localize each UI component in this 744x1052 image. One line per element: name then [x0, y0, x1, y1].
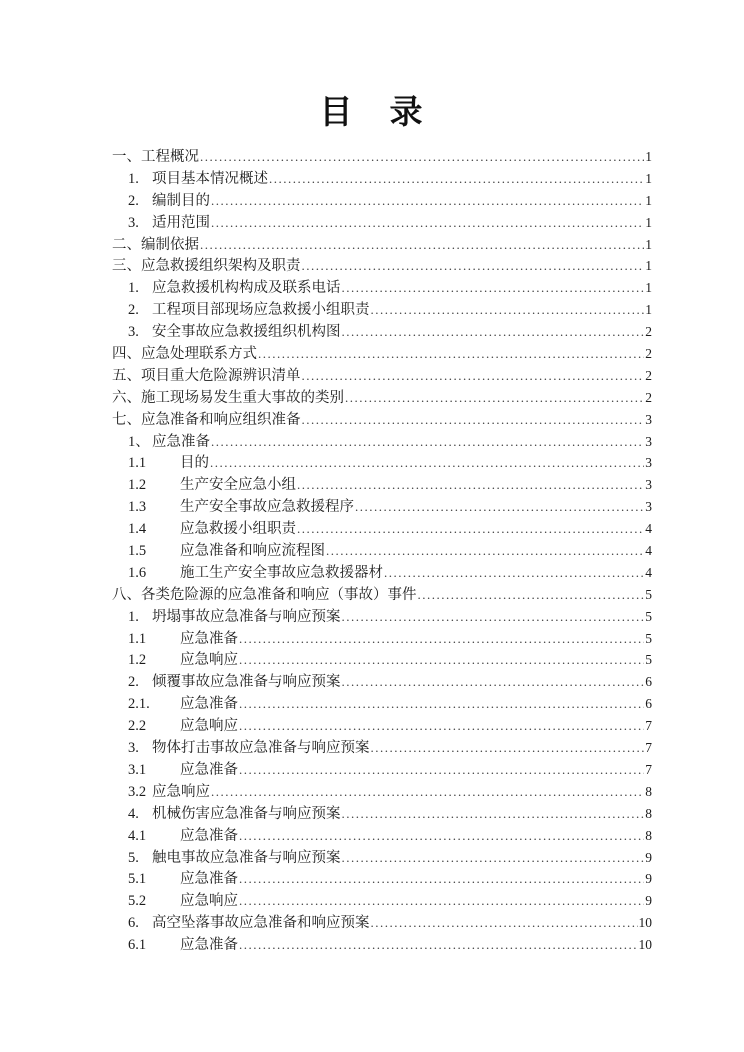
- toc-entry-number: 6.1: [128, 937, 147, 954]
- toc-entry[interactable]: [112, 628, 652, 650]
- toc-entry[interactable]: [112, 343, 652, 365]
- toc-entry-page: 7: [645, 740, 652, 756]
- dot-leader: [200, 234, 644, 257]
- toc-entry-label: 项目基本情况概述: [152, 170, 268, 187]
- dot-leader: [239, 825, 644, 848]
- toc-entry-page: 3: [645, 499, 652, 515]
- toc-entry-page: 2: [645, 367, 652, 383]
- dot-leader: [342, 321, 645, 344]
- toc-entry-label: 应急响应: [180, 652, 238, 669]
- dot-leader: [342, 803, 645, 826]
- toc-entry-page: 4: [645, 521, 652, 537]
- dot-leader: [342, 671, 645, 694]
- toc-entry-label: 机械伤害应急准备与响应预案: [152, 805, 341, 822]
- dot-leader: [211, 781, 644, 804]
- toc-entry-page: 5: [645, 630, 652, 646]
- toc-entry-page: 6: [645, 696, 652, 712]
- toc-entry-number: 3.: [128, 740, 139, 757]
- toc-entry-label: 安全事故应急救援组织机构图: [152, 324, 341, 341]
- toc-entry-number: 一、: [112, 149, 141, 165]
- dot-leader: [210, 452, 644, 475]
- toc-entry-page: 1: [645, 149, 652, 164]
- toc-entry-page: 9: [645, 893, 652, 909]
- toc-entry-label: 各类危险源的应急准备和响应（事故）事件: [141, 586, 417, 603]
- toc-entry-label: 应急救援组织架构及职责: [141, 258, 301, 275]
- toc-entry-page: 5: [645, 608, 652, 624]
- dot-leader: [302, 365, 645, 388]
- toc-entry-page: 3: [645, 411, 652, 427]
- dot-leader: [200, 146, 644, 169]
- toc-entry-label: 应急救援机构构成及联系电话: [152, 280, 341, 297]
- toc-entry-label: 倾覆事故应急准备与响应预案: [152, 674, 341, 691]
- toc-entry[interactable]: [112, 825, 652, 847]
- toc-entry[interactable]: [112, 190, 652, 212]
- toc-entry-number: 七、: [112, 411, 141, 428]
- dot-leader: [239, 868, 644, 891]
- toc-entry-label: 高空坠落事故应急准备和响应预案: [152, 915, 370, 932]
- toc-entry-label: 工程项目部现场应急救援小组职责: [152, 302, 370, 319]
- toc-entry-number: 1.1: [128, 455, 147, 472]
- toc-entry-page: 3: [645, 433, 652, 449]
- toc-entry-page: 1: [645, 280, 652, 296]
- toc-entry-label: 应急准备和响应组织准备: [141, 411, 301, 428]
- toc-entry-label: 施工生产安全事故应急救援器材: [180, 564, 383, 581]
- dot-leader: [418, 584, 645, 607]
- dot-leader: [239, 693, 644, 716]
- dot-leader: [297, 518, 644, 541]
- toc-entry-page: 2: [645, 324, 652, 340]
- toc-entry-page: 1: [645, 302, 652, 318]
- toc-entry-label: 应急准备: [180, 937, 238, 954]
- toc-entry-number: 四、: [112, 346, 141, 363]
- toc-entry[interactable]: [112, 474, 652, 496]
- toc-entry[interactable]: [112, 759, 652, 781]
- toc-entry[interactable]: [112, 912, 652, 934]
- toc-entry-number: 1.2: [128, 652, 147, 669]
- toc-entry-label: 适用范围: [152, 214, 210, 231]
- toc-entry-label: 项目重大危险源辨识清单: [141, 367, 301, 384]
- toc-entry-number: 六、: [112, 389, 141, 406]
- title-block: [0, 0, 744, 134]
- toc-entry-page: 6: [645, 674, 652, 690]
- toc-entry-number: 1.2: [128, 477, 147, 494]
- toc-entry-number: 1.6: [128, 564, 147, 581]
- toc-entry-page: 7: [645, 718, 652, 734]
- dot-leader: [326, 540, 644, 563]
- toc-entry[interactable]: [112, 847, 652, 869]
- toc-entry-label: 目的: [180, 455, 209, 472]
- toc-entry-number: 3.: [128, 324, 139, 341]
- toc-entry[interactable]: [112, 606, 652, 628]
- toc-entry[interactable]: [112, 671, 652, 693]
- toc-entry-label: 生产安全应急小组: [180, 477, 296, 494]
- dot-leader: [371, 299, 645, 322]
- toc-entry-number: 1.: [128, 608, 139, 625]
- toc-entry-page: 7: [645, 761, 652, 777]
- toc-entry-number: 2.2: [128, 718, 147, 735]
- dot-leader: [239, 759, 644, 782]
- toc-entry-label: 物体打击事故应急准备与响应预案: [152, 740, 370, 757]
- toc-entry-label: 坍塌事故应急准备与响应预案: [152, 608, 341, 625]
- toc-entry-label: 施工现场易发生重大事故的类别: [141, 389, 344, 406]
- toc-entry[interactable]: [112, 693, 652, 715]
- toc-entry-label: 工程概况: [141, 149, 199, 165]
- toc-entry[interactable]: [112, 365, 652, 387]
- toc-entry[interactable]: [112, 387, 652, 409]
- dot-leader: [211, 431, 644, 454]
- toc-entry[interactable]: [112, 255, 652, 277]
- toc-entry-page: 8: [645, 827, 652, 843]
- toc-entry-page: 8: [645, 783, 652, 799]
- toc-entry-label: 应急响应: [152, 783, 210, 800]
- toc-entry-page: 10: [638, 937, 652, 953]
- dot-leader: [342, 277, 645, 300]
- toc-entry-number: 二、: [112, 236, 141, 253]
- toc-entry[interactable]: [112, 431, 652, 453]
- dot-leader: [342, 606, 645, 629]
- toc-entry-label: 应急响应: [180, 718, 238, 735]
- toc-entry[interactable]: [112, 212, 652, 234]
- dot-leader: [345, 387, 644, 410]
- toc-entry[interactable]: [112, 890, 652, 912]
- dot-leader: [269, 168, 644, 191]
- toc-entry-number: 1、: [128, 433, 150, 450]
- toc-entry[interactable]: [112, 737, 652, 759]
- toc-entry[interactable]: [112, 715, 652, 737]
- toc-entry-page: 3: [645, 455, 652, 471]
- dot-leader: [302, 255, 645, 278]
- toc-entry-number: 6.: [128, 915, 139, 932]
- toc-entry-number: 5.: [128, 849, 139, 866]
- toc-entry[interactable]: [112, 540, 652, 562]
- dot-leader: [384, 562, 644, 585]
- toc-list: [0, 146, 744, 956]
- toc-entry[interactable]: [112, 321, 652, 343]
- toc-entry[interactable]: [112, 277, 652, 299]
- toc-entry-page: 5: [645, 652, 652, 668]
- toc-entry-page: 1: [645, 214, 652, 230]
- toc-entry-number: 五、: [112, 367, 141, 384]
- toc-entry-label: 应急处理联系方式: [141, 346, 257, 363]
- dot-leader: [239, 934, 638, 957]
- toc-entry[interactable]: [112, 496, 652, 518]
- toc-entry-page: 3: [645, 477, 652, 493]
- toc-entry[interactable]: [112, 781, 652, 803]
- toc-entry-page: 4: [645, 543, 652, 559]
- toc-entry-number: 4.1: [128, 827, 147, 844]
- toc-entry-number: 3.1: [128, 761, 147, 778]
- toc-entry-page: 5: [645, 586, 652, 602]
- toc-entry[interactable]: [112, 234, 652, 256]
- toc-entry-label: 应急准备: [152, 433, 210, 450]
- toc-entry-number: 2.: [128, 192, 139, 209]
- toc-entry[interactable]: [112, 146, 652, 168]
- toc-entry-page: 1: [645, 192, 652, 208]
- dot-leader: [239, 649, 644, 672]
- toc-entry-label: 应急准备: [180, 871, 238, 888]
- toc-entry-number: 3.2: [128, 783, 147, 800]
- dot-leader: [297, 474, 644, 497]
- toc-entry[interactable]: [112, 868, 652, 890]
- toc-entry-page: 1: [645, 236, 652, 252]
- toc-entry-number: 4.: [128, 805, 139, 822]
- toc-entry-number: 2.1.: [128, 696, 150, 713]
- toc-title: 目 录: [319, 95, 425, 131]
- toc-entry-label: 触电事故应急准备与响应预案: [152, 849, 341, 866]
- toc-entry-label: 应急准备: [180, 761, 238, 778]
- toc-entry-number: 1.: [128, 170, 139, 187]
- dot-leader: [371, 912, 638, 935]
- toc-entry-page: 1: [645, 170, 652, 186]
- toc-entry-label: 应急救援小组职责: [180, 521, 296, 538]
- toc-entry-number: 八、: [112, 586, 141, 603]
- toc-entry-page: 10: [638, 915, 652, 931]
- dot-leader: [239, 628, 644, 651]
- toc-entry[interactable]: [112, 803, 652, 825]
- toc-entry-number: 1.3: [128, 499, 147, 516]
- dot-leader: [342, 847, 645, 870]
- toc-entry-number: 3.: [128, 214, 139, 231]
- toc-entry-number: 5.1: [128, 871, 147, 888]
- toc-entry-number: 三、: [112, 258, 141, 275]
- toc-entry-label: 应急准备: [180, 827, 238, 844]
- toc-entry-label: 应急响应: [180, 893, 238, 910]
- toc-entry-page: 2: [645, 346, 652, 362]
- toc-entry-label: 应急准备: [180, 696, 238, 713]
- toc-entry-label: 生产安全事故应急救援程序: [180, 499, 354, 516]
- toc-entry-number: 2.: [128, 302, 139, 319]
- dot-leader: [371, 737, 645, 760]
- toc-entry-number: 2.: [128, 674, 139, 691]
- dot-leader: [258, 343, 644, 366]
- toc-entry[interactable]: [112, 518, 652, 540]
- toc-entry-page: 8: [645, 805, 652, 821]
- toc-entry-number: 1.5: [128, 543, 147, 560]
- dot-leader: [355, 496, 644, 519]
- toc-entry[interactable]: [112, 649, 652, 671]
- toc-entry-label: 编制目的: [152, 192, 210, 209]
- toc-entry-number: 1.4: [128, 521, 147, 538]
- toc-entry-page: 1: [645, 258, 652, 274]
- toc-entry[interactable]: [112, 584, 652, 606]
- toc-entry-number: 1.: [128, 280, 139, 297]
- toc-entry-page: 2: [645, 389, 652, 405]
- toc-entry-page: 9: [645, 849, 652, 865]
- dot-leader: [211, 190, 644, 213]
- dot-leader: [302, 409, 645, 432]
- dot-leader: [211, 212, 644, 235]
- toc-entry[interactable]: [112, 409, 652, 431]
- toc-entry-number: 1.1: [128, 630, 147, 647]
- toc-entry[interactable]: [112, 452, 652, 474]
- dot-leader: [239, 890, 644, 913]
- toc-entry-label: 应急准备: [180, 630, 238, 647]
- toc-entry[interactable]: [112, 168, 652, 190]
- toc-entry-page: 9: [645, 871, 652, 887]
- toc-entry[interactable]: [112, 934, 652, 956]
- toc-entry-label: 应急准备和响应流程图: [180, 543, 325, 560]
- toc-entry-number: 5.2: [128, 893, 147, 910]
- toc-entry-label: 编制依据: [141, 236, 199, 253]
- toc-entry[interactable]: [112, 299, 652, 321]
- toc-entry[interactable]: [112, 562, 652, 584]
- toc-entry-page: 4: [645, 564, 652, 580]
- dot-leader: [239, 715, 644, 738]
